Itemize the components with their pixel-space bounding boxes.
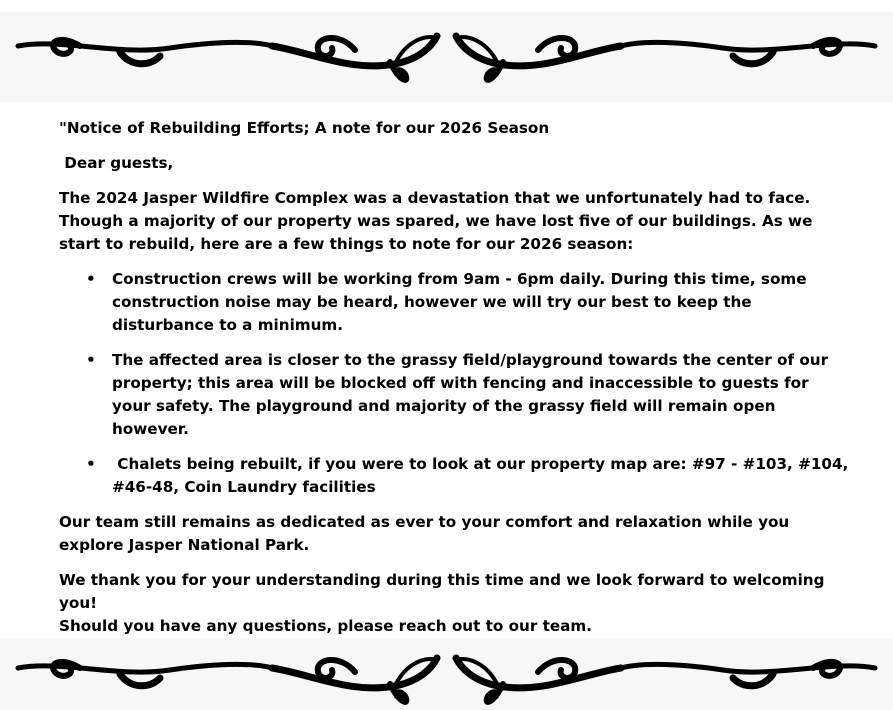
- letter-thanks-line-2: Should you have any questions, please reach out to our team.: [59, 617, 593, 635]
- list-item: • Chalets being rebuilt, if you were to look at our property map are: #97 - #103, #104, #46-48, Coin Laundry facilities: [112, 453, 849, 499]
- letter-intro: The 2024 Jasper Wildfire Complex was a devastation that we unfortunately had to face. Though a majority of our property was spared, we have lost five of our buildings. As we start to rebuild, here are a few things to note for our 2026 season:: [59, 189, 813, 253]
- top-flourish-icon: [0, 12, 893, 102]
- bottom-ornament-band: [0, 638, 893, 710]
- list-item: • The affected area is closer to the grassy field/playground towards the center of our property; this area will be blocked off with fencing and inaccessible to guests for your safety. The playground and majority of the grassy field will remain open however.: [112, 349, 849, 441]
- letter-body: [59, 117, 854, 708]
- letter-thanks-line-1: We thank you for your understanding during this time and we look forward to welcoming you!: [59, 571, 825, 612]
- top-ornament-band: [0, 12, 893, 102]
- letter-title: "Notice of Rebuilding Efforts; A note for our 2026 Season: [59, 119, 550, 137]
- letter-commitment: Our team still remains as dedicated as ever to your comfort and relaxation while you explore Jasper National Park.: [59, 513, 790, 554]
- bottom-flourish-icon: [0, 638, 893, 710]
- notice-list: [59, 268, 854, 499]
- letter-greeting: Dear guests,: [59, 154, 174, 172]
- list-item: • Construction crews will be working from 9am - 6pm daily. During this time, some construction noise may be heard, however we will try our best to keep the disturbance to a minimum.: [112, 268, 849, 337]
